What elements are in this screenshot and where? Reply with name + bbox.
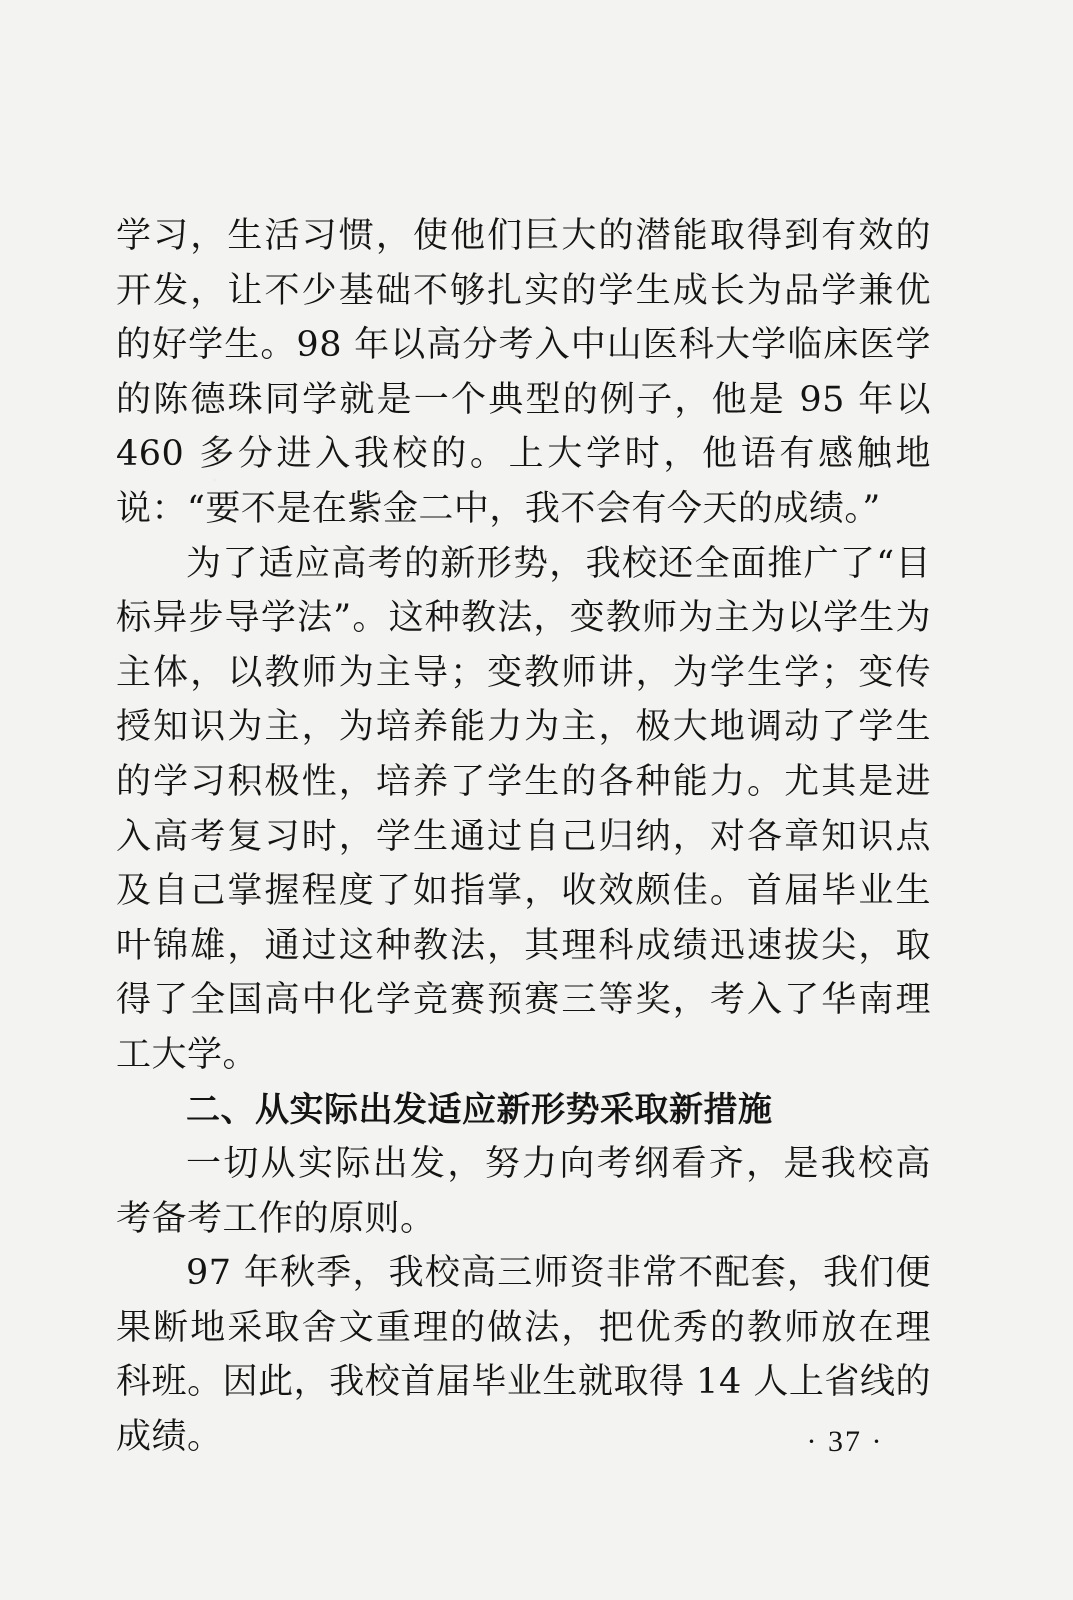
body-text bbox=[116, 209, 931, 1465]
paragraph-continued: 学习，生活习惯，使他们巨大的潜能取得到有效的开发，让不少基础不够扎实的学生成长为品学兼优的好学生。98 年以高分考入中山医科大学临床医学的陈德珠同学就是一个典型的例子，他是 95 年以 460 多分进入我校的。上大学时，他语有感触地说：“要不是在紫金二中，我不会有今天的成绩。” bbox=[116, 216, 931, 529]
section-heading: 二、从实际出发适应新形势采取新措施 bbox=[186, 1089, 773, 1130]
page-number: · 37 · bbox=[806, 1425, 884, 1458]
paragraph-teacher-allocation: 97 年秋季，我校高三师资非常不配套，我们便果断地采取舍文重理的做法，把优秀的教师放在理科班。因此，我校首届毕业生就取得 14 人上省线的成绩。 bbox=[116, 1253, 931, 1458]
paragraph-teaching-method: 为了适应高考的新形势，我校还全面推广了“目标异步导学法”。这种教法，变教师为主为以学生为主体，以教师为主导；变教师讲，为学生学；变传授知识为主，为培养能力为主，极大地调动了学生的学习积极性，培养了学生的各种能力。尤其是进入高考复习时，学生通过自己归纳，对各章知识点及自己掌握程度了如指掌，收效颇佳。首届毕业生叶锦雄，通过这种教法，其理科成绩迅速拔尖，取得了全国高中化学竞赛预赛三等奖，考入了华南理工大学。 bbox=[116, 543, 931, 1075]
paragraph-principle: 一切从实际出发，努力向考纲看齐，是我校高考备考工作的原则。 bbox=[116, 1144, 931, 1239]
